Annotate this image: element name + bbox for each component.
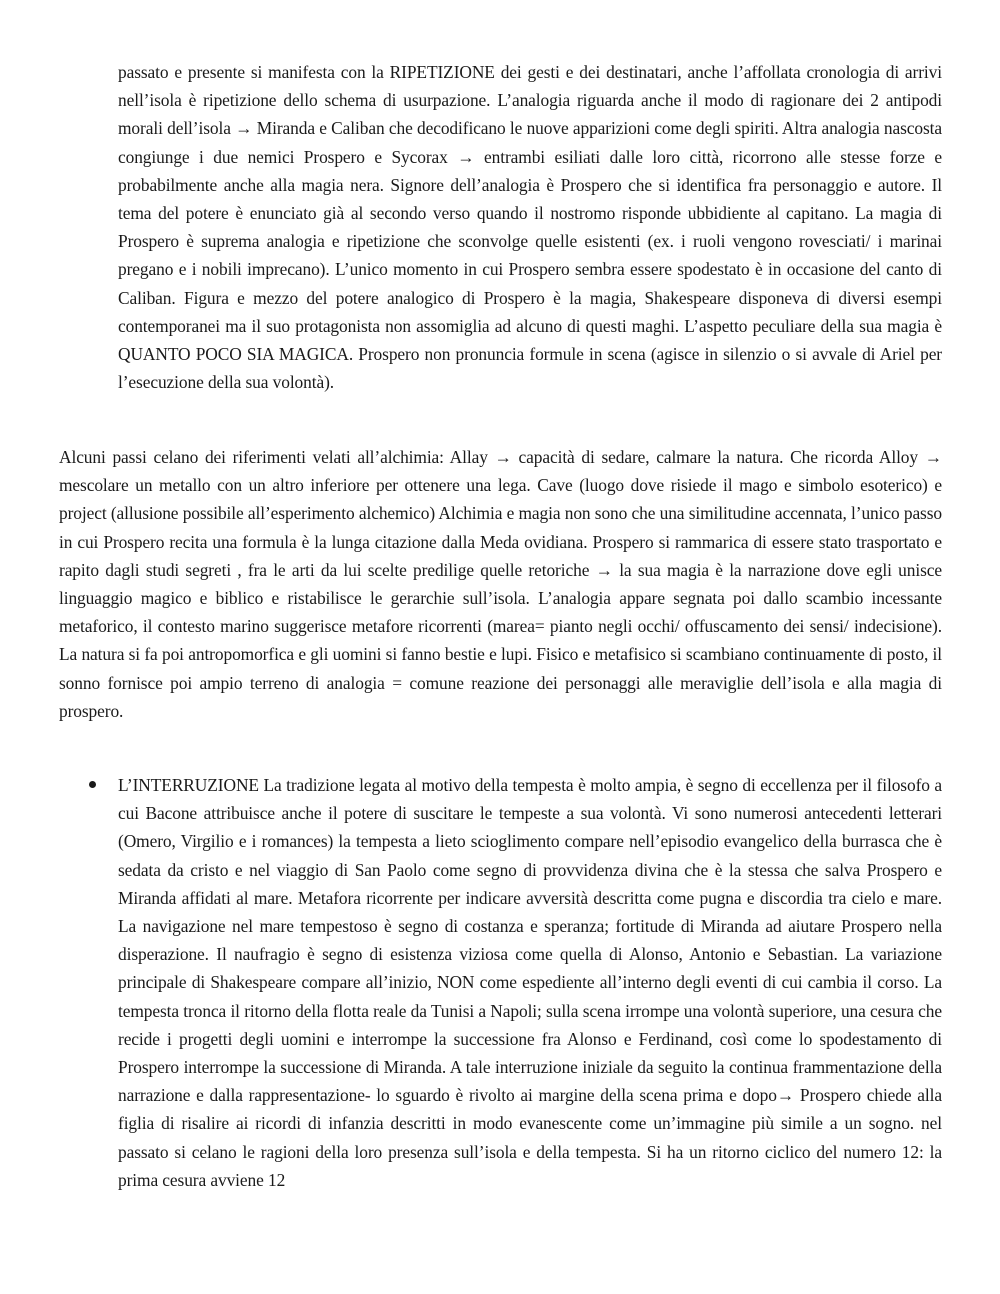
bullet-point-icon bbox=[89, 781, 96, 788]
paragraph-analogia-continued: passato e presente si manifesta con la RIPETIZIONE dei gesti e dei destinatari, anche l’affollata cronologia di arrivi nell’isola è ripetizione dello schema di usurpazione. L’analogia riguarda anche il modo di ragionare dei 2 antipodi morali dell’isola → Miranda e Caliban che decodificano le nuove apparizioni come degli spiriti. Altra analogia nascosta congiunge i due nemici Prospero e Sycorax → entrambi esiliati dalle loro città, ricorrono alle stesse forze e probabilmente anche alla magia nera. Signore dell’analogia è Prospero che si identifica fra personaggio e autore. Il tema del potere è enunciato già al secondo verso quando il nostromo risponde ubbidiente al capitano. La magia di Prospero è suprema analogia e ripetizione che sconvolge quelle esistenti (ex. i ruoli vengono rovesciati/ i marinai pregano e i nobili imprecano). L’unico momento in cui Prospero sembra essere spodestato è in occasione del canto di Caliban. Figura e mezzo del potere analogico di Prospero è la magia, Shakespeare disponeva di diversi esempi contemporanei ma il suo protagonista non assomiglia ad alcuno di questi maghi. L’aspetto peculiare della sua magia è QUANTO POCO SIA MAGICA. Prospero non pronuncia formule in scena (agisce in silenzio o si avvale di Ariel per l’esecuzione della sua volontà). bbox=[118, 62, 942, 393]
bullet-item-interruzione: L’INTERRUZIONE La tradizione legata al motivo della tempesta è molto ampia, è segno di eccellenza per il filosofo a cui Bacone attribuisce anche il potere di suscitare le tempeste a sua volontà. Vi sono numerosi antecedenti letterari (Omero, Virgilio e i romances) la tempesta a lieto scioglimento compare nell’episodio evangelico della burrasca che è sedata da cristo e nel viaggio di San Paolo come segno di provvidenza divina che è la stessa che salva Prospero e Miranda affidati al mare. Metafora ricorrente per indicare avversità descritta come pugna e discordia tra cielo e mare. La navigazione nel mare tempestoso è segno di costanza e speranza; fortitude di Miranda ad aiutare Prospero nella disperazione. Il naufragio è segno di esistenza viziosa come quella di Alonso, Antonio e Sebastian. La variazione principale di Shakespeare compare all’inizio, NON come espediente all’interno degli eventi di cui cambia il corso. La tempesta tronca il ritorno della flotta reale da Tunisi a Napoli; sulla scena irrompe una volontà superiore, una cesura che recide i progetti degli uomini e interrompe la successione fra Alonso e Ferdinand, così come lo spodestamento di Prospero interrompe la successione di Miranda. A tale interruzione iniziale da seguito la continua frammentazione della narrazione e dalla rappresentazione- lo sguardo è rivolto ai margine della scena prima e dopo→ Prospero chiede alla figlia di risalire ai ricordi di infanzia descritti in modo evanescente come un’immagine più simile a un sogno. nel passato si celano le ragioni della loro presenza sull’isola e della tempesta. Si ha un ritorno ciclico del numero 12: la prima cesura avviene 12 bbox=[118, 775, 942, 1190]
paragraph-alchimia: Alcuni passi celano dei riferimenti velati all’alchimia: Allay → capacità di sedare, calmare la natura. Che ricorda Alloy → mescolare un metallo con un altro inferiore per ottenere una lega. Cave (luogo dove risiede il mago e simbolo esoterico) e project (allusione possibile all’esperimento alchemico) Alchimia e magia non sono che una similitudine accennata, l’unico passo in cui Prospero recita una formula è la lunga citazione dalla Meda ovidiana. Prospero si rammarica di essere stato trasportato e rapito dagli studi segreti , fra le arti da lui scelte predilige quelle retoriche → la sua magia è la narrazione dove egli unisce linguaggio magico e biblico e ristabilisce le gerarchie sull’isola. L’analogia appare segnata poi dallo scambio incessante metaforico, il contesto marino suggerisce metafore ricorrenti (marea= pianto negli occhi/ offuscamento dei sensi/ indecisione). La natura si fa poi antropomorfica e gli uomini si fanno bestie e lupi. Fisico e metafisico si scambiano continuamente di posto, il sonno fornisce poi ampio terreno di analogia = comune reazione dei personaggi alle meraviglie dell’isola e alla magia di prospero. bbox=[59, 447, 942, 721]
